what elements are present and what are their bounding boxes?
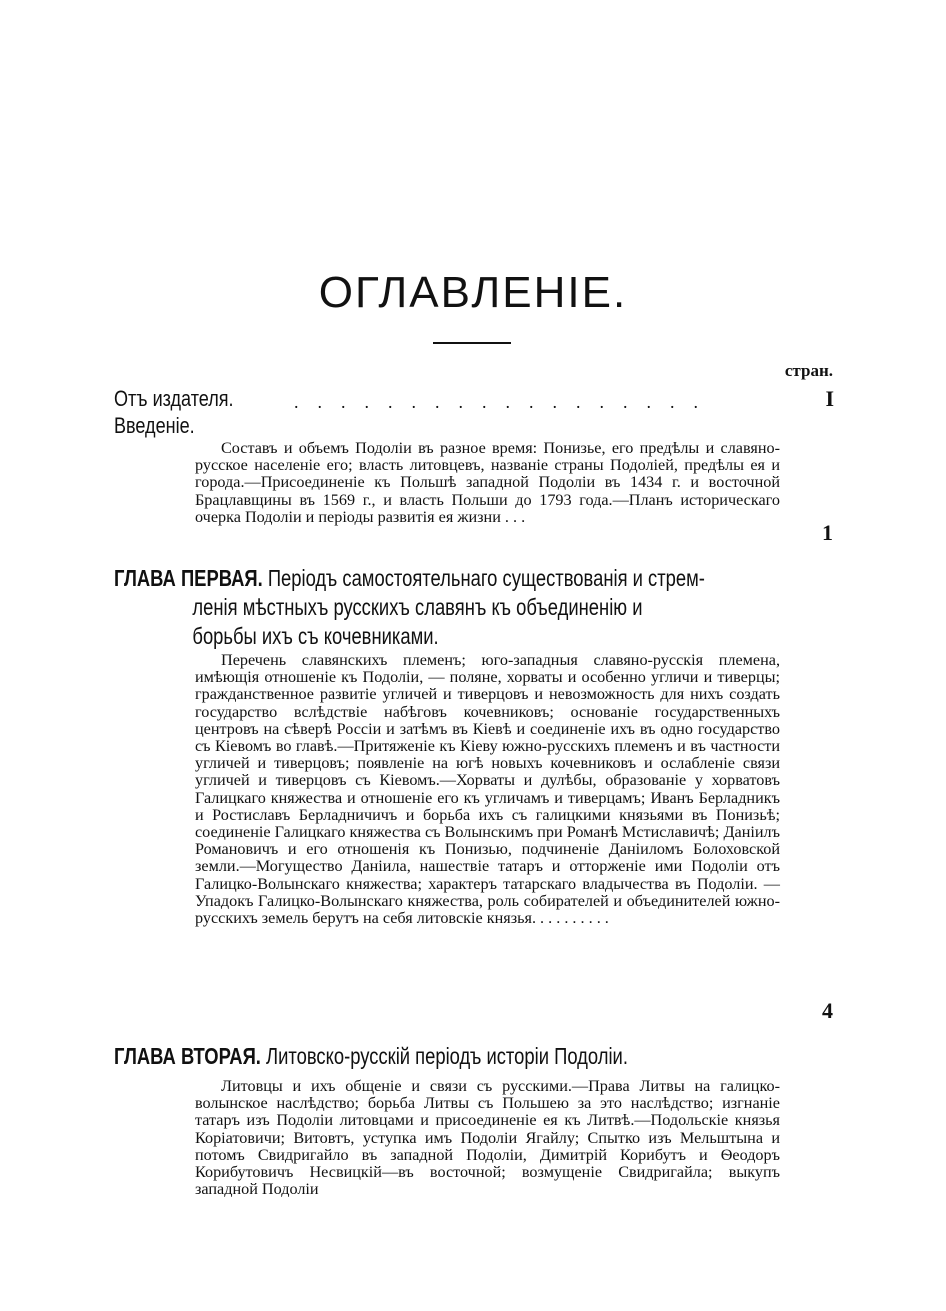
chapter-2-summary: Литовцы и ихъ общеніе и связи съ русскими.—Права Литвы на галицко-волынское наслѣдство; борьба Литвы съ Польшею за это наслѣдство; изгнаніе татаръ изъ Подоліи литовцами и присоединеніе ея къ Литвѣ.—Подольскіе князья Коріатовичи; Витовтъ, уступка имъ Подоліи Ягайлу; Спытко изъ Мельштына и потомъ Свидригайло въ западной Подоліи, Димитрій Корибутъ и Ѳеодоръ Корибутовичъ Несвицкій—въ восточной; возмущеніе Свидригайла; выкупъ западной Подоліи <box>195 1077 780 1199</box>
chapter-2-lead: ГЛАВА ВТОРАЯ. <box>114 1043 261 1069</box>
toc-entry-page: I <box>825 386 834 411</box>
chapter-1-page: 4 <box>822 998 833 1023</box>
chapter-1-lead: ГЛАВА ПЕРВАЯ. <box>114 565 263 591</box>
toc-entry-introduction[interactable] <box>114 413 834 441</box>
chapter-1-title-line-2: ленія мѣстныхъ русскихъ славянъ къ объединенію и <box>192 594 643 620</box>
chapter-2-title-part-1: Литовско-русскій періодъ исторіи Подоліи. <box>266 1043 628 1069</box>
page-title: ОГЛАВЛЕНІЕ. <box>318 268 628 317</box>
chapter-1-title-part-1: Періодъ самостоятельнаго существованія и стрем- <box>267 565 705 591</box>
chapter-1-title-line-3: борьбы ихъ съ кочевниками. <box>192 623 439 649</box>
chapter-1-heading[interactable] <box>114 564 794 651</box>
chapter-2-heading[interactable] <box>114 1042 794 1071</box>
chapter-2-title-line-1 <box>114 1042 658 1071</box>
chapter-1-summary: Перечень славянскихъ племенъ; юго-западныя славяно-русскія племена, имѣющія отношеніе къ Подоліи, — поляне, хорваты и особенно угличи и тиверцы; гражданственное развитіе угличей и тиверцовъ и невозможность для нихъ создать государство вслѣдствіе набѣговъ кочевниковъ; основаніе государственныхъ центровъ на сѣверѣ Россіи и затѣмъ въ Кіевѣ и соединеніе ихъ въ одно государство съ Кіевомъ во главѣ.—Притяженіе къ Кіеву южно-русскихъ племенъ и въ частности угличей и тиверцовъ; появленіе на югѣ новыхъ кочевниковъ и ослабленіе связи угличей и тиверцовъ съ Кіевомъ.—Хорваты и дулѣбы, образованіе у хорватовъ Галицкаго княжества и отношеніе его къ угличамъ и тиверцамъ; Иванъ Берладникъ и Ростиславъ Берладничичъ и борьба ихъ съ галицкими князьями въ Понизьѣ; соединеніе Галицкаго княжества съ Волынскимъ при Романѣ Мстиславичѣ; Даніилъ Романовичъ и его отношенія къ Понизью, подчиненіе Даніиломъ Болоховской земли.—Могущество Даніила, нашествіе татаръ и отторженіе ими Подоліи отъ Галицко-Волынскаго княжества; характеръ татарскаго владычества въ Подоліи. — Упадокъ Галицко-Волынскаго княжества, роль собирателей и объединителей южно-русскихъ земель берутъ на себя литовскіе князья. . . . . . . . . . <box>195 651 780 928</box>
toc-entry-title: Отъ издателя. <box>114 386 234 411</box>
introduction-summary: Составъ и объемъ Подоліи въ разное время: Понизье, его предѣлы и славяно-русское населеніе его; власть литовцевъ, названіе страны Подоліей, предѣлы ея и города.—Присоединеніе къ Польшѣ западной Подоліи въ 1434 г. и восточной Брацлавщины въ 1569 г., и власть Польши до 1793 года.—Планъ историческаго очерка Подоліи и періоды развитія ея жизни . . . <box>195 439 780 526</box>
toc-entry-publisher[interactable] <box>114 386 834 414</box>
pages-column-label: стран. <box>784 361 833 380</box>
introduction-page: 1 <box>822 520 833 545</box>
title-divider <box>433 342 511 344</box>
leader-dots: .................. <box>294 392 717 412</box>
toc-entry-title: Введеніе. <box>114 413 195 438</box>
chapter-1-title-line-1 <box>114 564 705 593</box>
